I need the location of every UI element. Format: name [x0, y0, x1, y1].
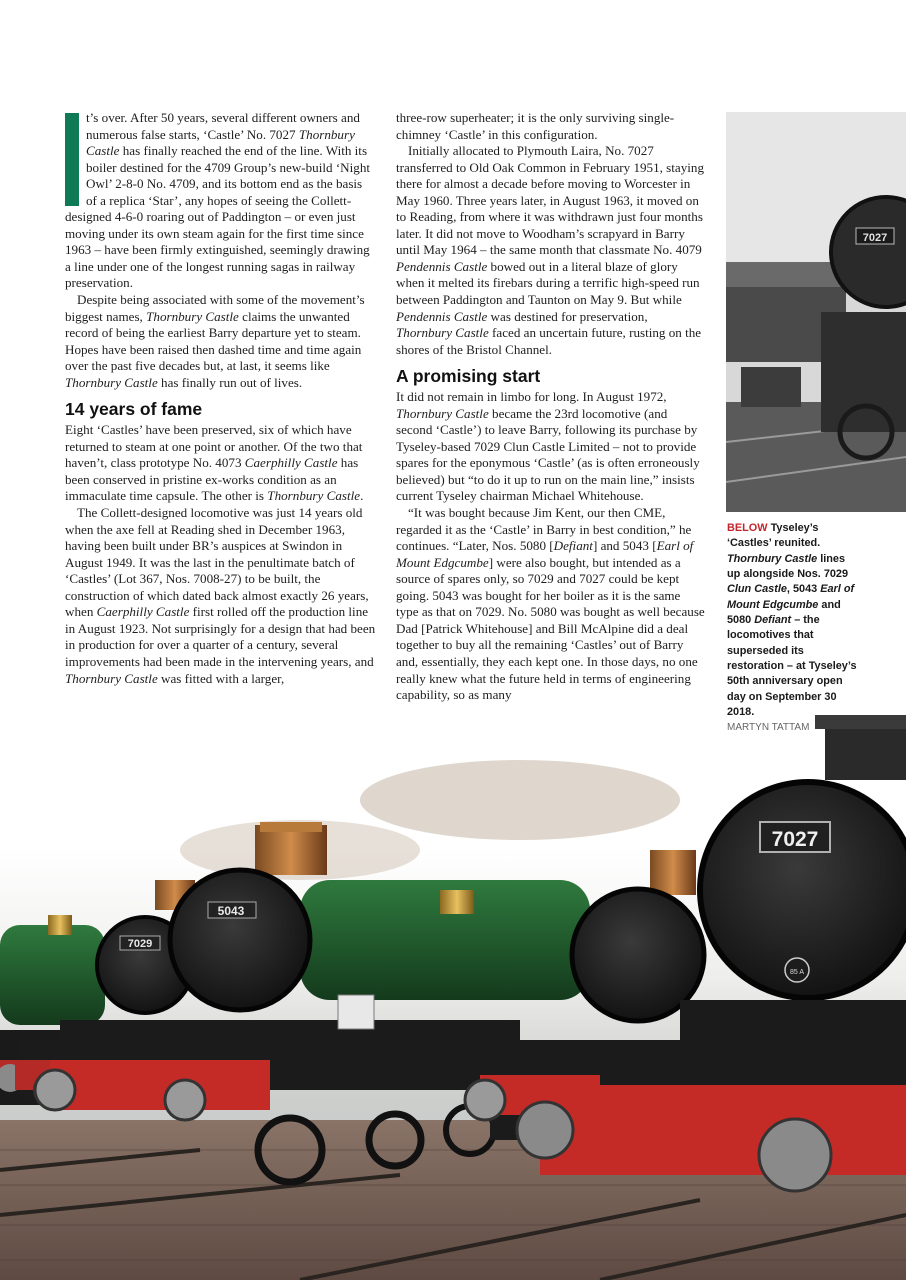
paragraph-2: Despite being associated with some of the movement’s biggest names, Thornbury Castle claims the unwanted record of being the earliest Barry departure yet to steam. Hopes have been raised then dashed time and time again over the past five decades but, at last, it seems like Thornbury Castle has finally run out of lives. — [65, 292, 365, 390]
drop-cap-bar — [65, 113, 79, 206]
photo-caption: BELOW Tyseley’s ‘Castles’ reunited. Thornbury Castle lines up alongside Nos. 7029 Clun Castle, 5043 Earl of Mount Edgcumbe and 5080 Defiant – the locomotives that superseded its restoration – at Tyseley’s 50th anniversary open day on September 30 2018. MARTYN TATTAM — [727, 521, 857, 736]
plate-5043: 5043 — [217, 904, 245, 918]
inset-plate-7027: 7027 — [862, 232, 888, 244]
inset-photo — [726, 112, 906, 512]
paragraph-7: It did not remain in limbo for long. In August 1972, Thornbury Castle became the 23rd locomotive (and second ‘Castle’) to leave Barry, following its purchase by Tyseley-based 7029 Clun Castle Limited – not to provide spares for the eponymous ‘Castle’ (as is often erroneously believed) but “to do it up to run on the main line,” insists current Tyseley chairman Michael Whitehouse. — [396, 389, 700, 504]
paragraph-4: The Collett-designed locomotive was just 14 years old when the axe fell at Reading shed in December 1963, having been built under BR’s auspices at Swindon in August 1949. It was the last in the penultimate batch of ‘Castles’ (Lot 367, Nos. 7008-27) to be built, the construction of which dated back almost exactly 26 years, when Caerphilly Castle first rolled off the production line in August 1923. Not surprisingly for a design that had been in production for over a quarter of a century, several improvements had been made in the intervening years, and Thornbury Castle was fitted with a larger, — [65, 505, 376, 686]
plate-7029: 7029 — [127, 938, 153, 950]
shed-code-plate: 85 A — [789, 969, 805, 976]
paragraph-6: Initially allocated to Plymouth Laira, No. 7027 transferred to Old Oak Common in February 1951, staying there for almost a decade before moving to Worcester in May 1960. Three years later, in August 1963, it moved on to Reading, from where it was withdrawn just four months later. It did not move to Woodham’s scrapyard in Barry until May 1964 – the same month that classmate No. 4079 Pendennis Castle bowed out in a literal blaze of glory when it melted its firebars during a terrific high-speed run between Paddington and Taunton on May 9. But while Pendennis Castle was destined for preservation, Thornbury Castle faced an uncertain future, rusting on the shores of the Bristol Channel. — [396, 143, 705, 357]
heading-14-years-of-fame: 14 years of fame — [65, 399, 203, 420]
photo-credit: MARTYN TATTAM — [727, 722, 810, 734]
heading-a-promising-start: A promising start — [396, 366, 541, 387]
paragraph-3: Eight ‘Castles’ have been preserved, six of which have returned to steam at one point or another. Of the two that haven’t, class prototype No. 4073 Caerphilly Castle has been conserved in pristine ex-works condition as an immaculate time capsule. The other is Thornbury Castle. — [65, 422, 364, 504]
article-column-2 — [396, 110, 705, 704]
plate-7027: 7027 — [771, 828, 819, 851]
paragraph-1: t’s over. After 50 years, several different owners and numerous false starts, ‘Castle’ No. 7027 Thornbury Castle has finally reached the end of the line. With its boiler destined for the 4709 Group’s new-build ‘Night Owl’ 2-8-0 No. 4709, and its bottom end as the basis of a replica ‘Star’, any hopes of seeing the Collett-designed 4-6-0 roaring out of Paddington – or even just moving under its own steam again for the first time since 1963 – have been firmly extinguished, seemingly drawing a line under one of the longest running sagas in railway preservation. — [65, 110, 371, 291]
paragraph-5: three-row superheater; it is the only surviving single-chimney ‘Castle’ in this configuration. — [396, 110, 675, 142]
article-column-1 — [65, 110, 376, 687]
paragraph-8: “It was bought because Jim Kent, our then CME, regarded it as the ‘Castle’ in Barry in best condition,” he continues. “Later, Nos. 5080 [Defiant] and 5043 [Earl of Mount Edgcumbe] were also bought, but intended as a source of spares only, so 7029 and 7027 could be kept going. 5043 was bought for her boiler as it is the same type as that on 7029. No. 5080 was bought as well because Dad [Patrick Whitehouse] and Bill McAlpine did a deal together to buy all the remaining ‘Castles’ out of Barry and, essentially, they each kept one. In those days, no one really knew what the future held in terms of engineering capability, so as many — [396, 505, 705, 703]
caption-lead: BELOW — [727, 522, 768, 534]
